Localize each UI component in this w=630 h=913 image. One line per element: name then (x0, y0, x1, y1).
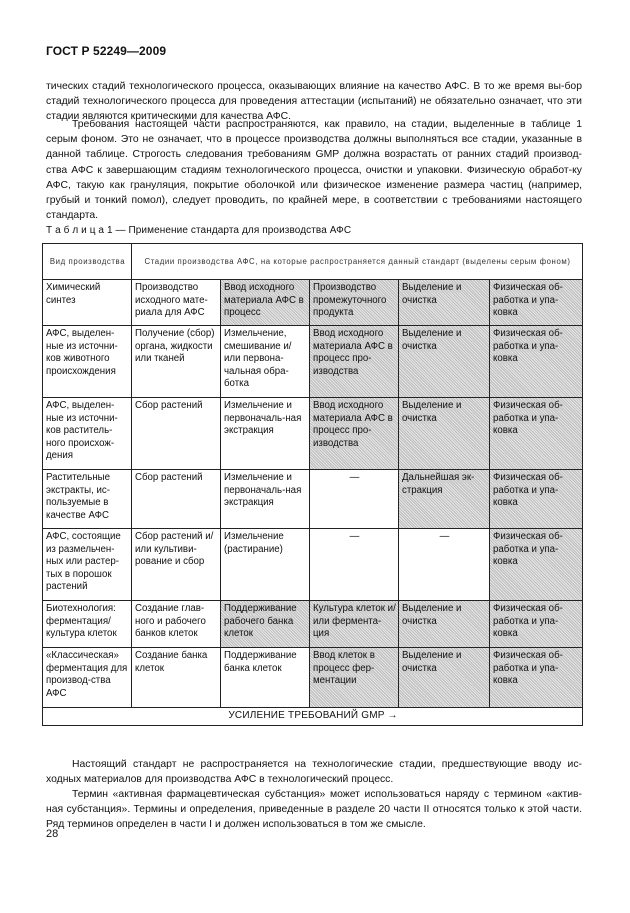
cell-stage-text: Выделение и очистка (402, 603, 462, 627)
cell-stage-text: Физическая об-работка и упа-ковка (493, 328, 563, 365)
table-header-row (43, 244, 583, 280)
gmp-increase-label: УСИЛЕНИЕ ТРЕБОВАНИЙ GMP → (43, 708, 583, 726)
cell-stage-shaded (399, 648, 490, 708)
cell-stage-text: Ввод исходного материала АФС в процесс про-изводства (313, 328, 393, 377)
table-row (43, 398, 583, 470)
cell-stage-shaded (310, 326, 399, 398)
cell-stage: Измельчение (растирание) (221, 529, 310, 601)
cell-type: АФС, состоящие из размельчен-ных или растер-тых в порошок растений (43, 529, 132, 601)
cell-stage-shaded (399, 470, 490, 529)
table-row (43, 470, 583, 529)
cell-stage-shaded (490, 648, 583, 708)
cell-stage: Измельчение и первоначаль-ная экстракция (221, 470, 310, 529)
paragraph-intro: тических стадий технологического процесса, оказывающих влияние на качество АФС. В то же время вы-бор стадий технологического процесса для проведения аттестации (испытаний) не обязательно означает, что эти стадии являются критическими для качества АФС. (46, 81, 582, 123)
cell-stage-shaded (490, 326, 583, 398)
table-row (43, 326, 583, 398)
cell-stage-text: Ввод исходного материала АФС в процесс (224, 282, 304, 319)
page-number: 28 (46, 828, 59, 840)
cell-type: АФС, выделен-ные из источни-ков животного происхождения (43, 326, 132, 398)
cell-stage-shaded (399, 601, 490, 648)
cell-stage: Поддерживание банка клеток (221, 648, 310, 708)
paragraph-requirements: Требования настоящей части распространяются, как правило, на стадии, выделенные в таблице 1 серым фоном. Это не означает, что в процессе производства должны выполняться все стадии, указанные в данной таблице. Строгость следования требованиям GMP должна возрастать от ранних стадий производ-ства АФС к завершающим стадиям технологического процесса, очистки и упаковки. Физическую обработ-ку АФС, такую как грануляция, покрытие оболочкой или физическое изменение размера частиц (например, грубый и тонкий помол), следует проводить, по крайней мере, в соответствии с требованиями настоящего стандарта. (46, 119, 582, 222)
cell-stage-text: Производство промежуточного продукта (313, 282, 387, 319)
cell-stage-text: Выделение и очистка (402, 282, 462, 306)
cell-stage-shaded (310, 648, 399, 708)
header-production-type: Вид производства (43, 244, 132, 280)
cell-stage-text: Ввод исходного материала АФС в процесс про-изводства (313, 400, 393, 449)
cell-stage: Сбор растений и/или культиви-рование и сбор (132, 529, 221, 601)
cell-stage: Сбор растений (132, 398, 221, 470)
table-footer-row (43, 708, 583, 726)
cell-stage-shaded (310, 601, 399, 648)
cell-stage-shaded (399, 280, 490, 326)
cell-type: Растительные экстракты, ис-пользуемые в качестве АФС (43, 470, 132, 529)
cell-stage: Измельчение и первоначаль-ная экстракция (221, 398, 310, 470)
document-header: ГОСТ Р 52249—2009 (46, 44, 167, 58)
cell-stage-text: Физическая об-работка и упа-ковка (493, 282, 563, 319)
cell-stage-empty: — (310, 529, 399, 601)
cell-stage-shaded (221, 601, 310, 648)
cell-stage: Создание банка клеток (132, 648, 221, 708)
cell-type: Биотехнология: ферментация/ культура клеток (43, 601, 132, 648)
cell-stage: Производство исходного мате-риала для АФС (132, 280, 221, 326)
cell-stage-text: Выделение и очистка (402, 400, 462, 424)
table-caption: Т а б л и ц а 1 — Применение стандарта для производства АФС (46, 225, 352, 236)
cell-stage-text: Поддерживание рабочего банка клеток (224, 603, 297, 640)
cell-stage: Измельчение, смешивание и/или первона-чальная обра-ботка (221, 326, 310, 398)
cell-stage-shaded (310, 280, 399, 326)
table-row (43, 280, 583, 326)
table-row (43, 529, 583, 601)
header-stages: Стадии производства АФС, на которые распространяется данный стандарт (выделены серым фоном) (132, 244, 583, 280)
cell-type: «Классическая» ферментация для производ-ства АФС (43, 648, 132, 708)
stages-table (42, 243, 583, 726)
cell-stage-shaded (490, 470, 583, 529)
cell-stage-empty: — (399, 529, 490, 601)
paragraph-scope: Настоящий стандарт не распространяется на технологические стадии, предшествующие вводу ис-ходных материалов для производства АФС в технологический процесс. (46, 759, 582, 786)
cell-stage-text: Выделение и очистка (402, 650, 462, 674)
cell-stage-shaded (490, 601, 583, 648)
cell-stage-text: Физическая об-работка и упа-ковка (493, 472, 563, 509)
cell-type: Химический синтез (43, 280, 132, 326)
cell-stage-text: Выделение и очистка (402, 328, 462, 352)
paragraph-terms: Термин «активная фармацевтическая субстанция» может использоваться наряду с термином «актив-ная субстанция». Термины и определения, приведенные в разделе 20 части II относятся только к этой части. Ряд терминов определен в части I и должен использоваться в том же смысле. (46, 789, 582, 831)
cell-stage-text: Физическая об-работка и упа-ковка (493, 650, 563, 687)
cell-stage-text: Ввод клеток в процесс фер-ментации (313, 650, 375, 687)
cell-stage-shaded (490, 280, 583, 326)
cell-stage-text: Дальнейшая эк-стракция (402, 472, 475, 496)
cell-stage: Создание глав-ного и рабочего банков клеток (132, 601, 221, 648)
cell-stage-shaded (490, 529, 583, 601)
cell-stage-text: Физическая об-работка и упа-ковка (493, 400, 563, 437)
cell-stage-shaded (221, 280, 310, 326)
table-row (43, 648, 583, 708)
cell-type: АФС, выделен-ные из источни-ков раститель-ного происхож-дения (43, 398, 132, 470)
cell-stage: Получение (сбор) органа, жидкости или тканей (132, 326, 221, 398)
cell-stage-text: Культура клеток и/или фермента-ция (313, 603, 396, 640)
cell-stage-text: Физическая об-работка и упа-ковка (493, 531, 563, 568)
cell-stage-shaded (310, 398, 399, 470)
cell-stage-text: Физическая об-работка и упа-ковка (493, 603, 563, 640)
cell-stage-shaded (399, 398, 490, 470)
cell-stage-shaded (399, 326, 490, 398)
cell-stage-empty: — (310, 470, 399, 529)
table-row (43, 601, 583, 648)
cell-stage: Сбор растений (132, 470, 221, 529)
cell-stage-shaded (490, 398, 583, 470)
